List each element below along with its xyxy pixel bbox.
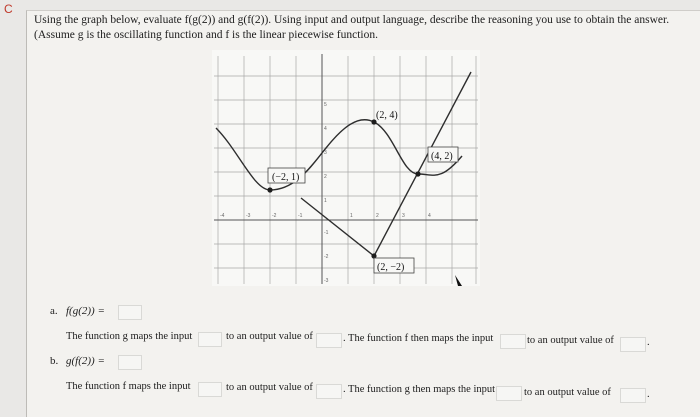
part-a-sentence-1: The function g maps the input bbox=[66, 331, 193, 342]
corner-icon: C bbox=[4, 2, 13, 16]
y-tick-label: 5 bbox=[324, 102, 327, 108]
x-tick-label: 1 bbox=[350, 213, 353, 219]
graph-background bbox=[212, 50, 480, 286]
part-a-end: . bbox=[647, 337, 650, 348]
label-2-4: (2, 4) bbox=[376, 110, 398, 121]
y-tick-label: -2 bbox=[324, 254, 329, 260]
label-neg2-1: (−2, 1) bbox=[272, 172, 300, 183]
label-2-neg2: (2, −2) bbox=[377, 262, 405, 273]
part-b-expression: g(f(2)) = bbox=[66, 355, 105, 367]
point-neg2-1 bbox=[267, 187, 272, 192]
x-tick-label: -3 bbox=[246, 213, 251, 219]
part-a-input-3[interactable] bbox=[500, 334, 526, 349]
part-a-marker: a. bbox=[50, 305, 58, 317]
label-4-2: (4, 2) bbox=[431, 151, 453, 162]
part-a-input-2[interactable] bbox=[316, 333, 342, 348]
part-b-input-3[interactable] bbox=[496, 386, 522, 401]
part-b-sentence-3: . The function g then maps the input bbox=[343, 384, 496, 395]
x-tick-label: 3 bbox=[402, 213, 405, 219]
y-tick-label: 4 bbox=[324, 126, 327, 132]
part-b-end: . bbox=[647, 389, 650, 400]
part-b-sentence-2: to an output value of bbox=[226, 382, 313, 393]
y-tick-label: -3 bbox=[324, 278, 329, 284]
part-a-expression: f(g(2)) = bbox=[66, 305, 105, 317]
question-line-1: Using the graph below, evaluate f(g(2)) and g(f(2)). Using input and output language, describe the reasoning you use to obtain the answer. bbox=[34, 14, 670, 26]
part-b-answer-input[interactable] bbox=[118, 355, 142, 370]
part-b-marker: b. bbox=[50, 355, 59, 367]
x-tick-label: -4 bbox=[220, 213, 225, 219]
part-b-input-4[interactable] bbox=[620, 388, 646, 403]
part-a-answer-input[interactable] bbox=[118, 305, 142, 320]
y-tick-label: -1 bbox=[324, 230, 329, 236]
question-text bbox=[34, 13, 674, 43]
y-tick-label: 1 bbox=[324, 198, 327, 204]
part-a-input-1[interactable] bbox=[198, 332, 222, 347]
question-line-2: (Assume g is the oscillating function and f is the linear piecewise function. bbox=[34, 29, 378, 41]
point-4-2 bbox=[415, 171, 420, 176]
part-a-sentence-2: to an output value of bbox=[226, 331, 313, 342]
part-b-input-1[interactable] bbox=[198, 382, 222, 397]
y-tick-label: 3 bbox=[324, 150, 327, 156]
part-a-sentence-4: to an output value of bbox=[527, 335, 614, 346]
y-tick-label: 2 bbox=[324, 174, 327, 180]
part-b-sentence-4: to an output value of bbox=[524, 387, 611, 398]
function-graph bbox=[208, 48, 480, 286]
x-tick-label: -2 bbox=[272, 213, 277, 219]
part-a-input-4[interactable] bbox=[620, 337, 646, 352]
part-a-sentence-3: . The function f then maps the input bbox=[343, 333, 494, 344]
part-b-sentence-1: The function f maps the input bbox=[66, 381, 191, 392]
x-tick-label: 4 bbox=[428, 213, 431, 219]
part-b-input-2[interactable] bbox=[316, 384, 342, 399]
x-tick-label: 2 bbox=[376, 213, 379, 219]
x-tick-label: -1 bbox=[298, 213, 303, 219]
